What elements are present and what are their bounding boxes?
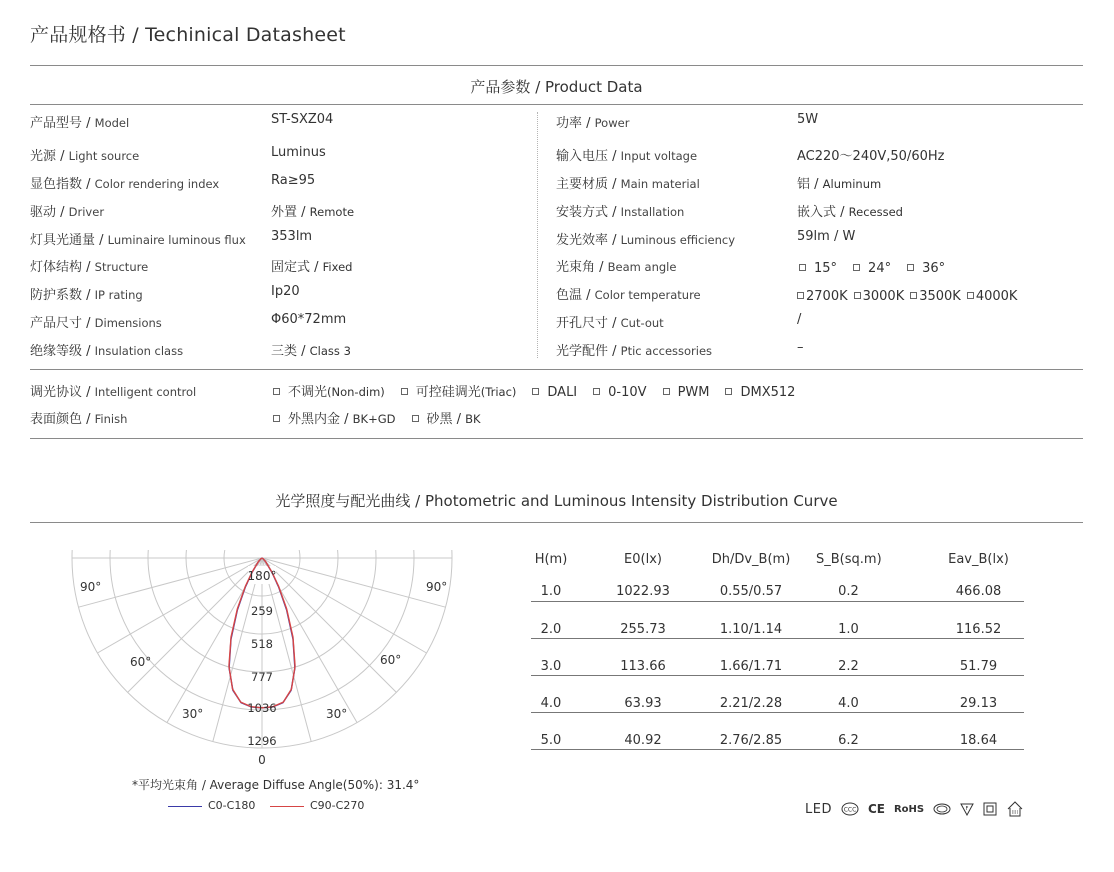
photometric-heading: 光学照度与配光曲线 / Photometric and Luminous Intensity Distribution Curve (275, 492, 838, 510)
spec-label: 防护系数 / IP rating (30, 288, 143, 303)
triangle-f-icon (960, 802, 974, 816)
angle-tick-label: 90° (426, 580, 448, 594)
checkbox-icon[interactable] (799, 264, 806, 271)
option-item: 外黑内金 / BK+GD (288, 412, 396, 427)
spec-label: 灯体结构 / Structure (30, 260, 149, 275)
column-divider (537, 112, 538, 358)
certification-icons (805, 799, 1024, 819)
spec-label: 灯具光通量 / Luminaire luminous flux (30, 233, 246, 248)
beam-angle-option: 36° (922, 261, 946, 276)
spec-row (556, 201, 1056, 223)
color-temp-option: 3000K (862, 289, 905, 304)
spec-row (556, 112, 1056, 134)
control-options (271, 381, 809, 400)
option-item: 可控硅调光(Triac) (415, 385, 517, 400)
svg-text:CCC: CCC (843, 806, 857, 814)
spec-value: Ra≥95 (271, 173, 316, 188)
spec-label: 发光效率 / Luminous efficiency (556, 233, 736, 248)
table-cell: 466.08 (955, 584, 1002, 599)
spec-value: Luminus (271, 145, 326, 160)
spec-label: 光束角 / Beam angle (556, 260, 677, 275)
spec-value: AC220～240V,50/60Hz (797, 149, 945, 164)
spec-label: 光学配件 / Ptic accessories (556, 344, 713, 359)
spec-label: 开孔尺寸 / Cut-out (556, 316, 664, 331)
option-item: DALI (547, 385, 578, 400)
spec-row (30, 256, 530, 278)
checkbox-icon[interactable] (593, 388, 600, 395)
spec-row (30, 284, 530, 306)
option-item: 砂黑 / BK (426, 412, 481, 427)
table-header-cell: Eav_B(lx) (948, 552, 1009, 567)
table-cell: 2.76/2.85 (719, 733, 783, 748)
spec-value: 5W (797, 112, 819, 127)
table-cell: 1.0 (838, 622, 859, 637)
svg-text:F: F (965, 806, 969, 812)
table-row-line (531, 675, 1024, 676)
legend-swatch (270, 806, 304, 807)
spec-row (30, 312, 530, 334)
control-row (30, 381, 1080, 403)
polar-distribution-chart (60, 540, 470, 775)
led-icon: LED (805, 801, 832, 817)
checkbox-icon[interactable] (967, 292, 974, 299)
spec-row (556, 284, 1056, 306)
spec-label: 输入电压 / Input voltage (556, 149, 698, 164)
radial-tick-label: 518 (251, 637, 273, 651)
spec-label: 色温 / Color temperature (556, 288, 701, 303)
legend-item-c90: C90-C270 (270, 799, 364, 812)
option-item: PWM (677, 385, 710, 400)
polar-spoke (128, 558, 262, 692)
table-cell: 1.66/1.71 (719, 659, 783, 674)
beam-angle-option: 24° (868, 261, 892, 276)
spec-value (797, 261, 959, 276)
checkbox-icon[interactable] (853, 264, 860, 271)
option-item: 0-10V (608, 385, 647, 400)
table-cell: 2.0 (540, 622, 562, 637)
angle-tick-label: 90° (80, 580, 102, 594)
table-cell: 40.92 (624, 733, 662, 748)
radial-tick-label: 777 (251, 670, 273, 684)
table-cell: 51.79 (959, 659, 998, 674)
divider (30, 369, 1083, 370)
spec-row (556, 312, 1056, 334)
page-title: 产品规格书 / Techinical Datasheet (30, 24, 346, 46)
checkbox-icon[interactable] (273, 388, 280, 395)
angle-tick-label: 30° (326, 707, 348, 721)
spec-label: 产品型号 / Model (30, 116, 130, 131)
table-cell: 0.2 (838, 584, 859, 599)
spec-row (556, 229, 1056, 251)
spec-label: 功率 / Power (556, 116, 630, 131)
spec-value: 353lm (271, 229, 313, 244)
angle-tick-label: 180° (247, 569, 277, 583)
color-temp-option: 3500K (919, 289, 961, 304)
radial-tick-label: 1036 (247, 701, 277, 715)
divider (30, 522, 1083, 523)
spec-value: – (797, 340, 804, 355)
legend-swatch (168, 806, 202, 807)
spec-row (556, 256, 1056, 278)
finish-options (271, 408, 495, 427)
table-cell: 2.2 (838, 659, 859, 674)
table-row-line (531, 638, 1024, 639)
legend-item-c0: C0-C180 (168, 799, 255, 812)
spec-value: / (797, 312, 802, 327)
spec-value: Ip20 (271, 284, 300, 299)
table-cell: 255.73 (620, 622, 666, 637)
checkbox-icon[interactable] (532, 388, 539, 395)
spec-label: 驱动 / Driver (30, 205, 105, 220)
spec-label: 主要材质 / Main material (556, 177, 700, 192)
cqc-icon (933, 802, 951, 816)
spec-row (30, 229, 530, 251)
angle-tick-label: 30° (182, 707, 204, 721)
spec-row (556, 340, 1056, 362)
finish-row (30, 408, 1080, 430)
table-cell: 5.0 (540, 733, 562, 748)
double-insulation-icon (983, 802, 997, 816)
table-cell: 29.13 (959, 696, 998, 711)
checkbox-icon[interactable] (797, 292, 804, 299)
ce-icon: CE (867, 802, 885, 816)
spec-value: 嵌入式 / Recessed (797, 205, 903, 220)
ic-rated-icon (1006, 801, 1024, 817)
beam-angle-option: 15° (814, 261, 838, 276)
spec-value: Φ60*72mm (271, 312, 347, 327)
polar-spoke (97, 558, 262, 653)
option-item: DMX512 (740, 385, 796, 400)
radial-tick-label: 1296 (247, 734, 277, 748)
spec-value: ST-SXZ04 (271, 112, 334, 127)
table-row-line (531, 601, 1024, 602)
table-cell: 116.52 (955, 622, 1002, 637)
table-cell: 113.66 (620, 659, 666, 674)
table-row-line (531, 712, 1024, 713)
spec-value: 固定式 / Fixed (271, 260, 353, 275)
angle-tick-label: 60° (380, 653, 402, 667)
table-cell: 1.0 (540, 584, 562, 599)
spec-label: 产品尺寸 / Dimensions (30, 316, 162, 331)
divider (30, 438, 1083, 439)
spec-row (30, 173, 530, 195)
spec-row (30, 145, 530, 167)
color-temp-option: 2700K (806, 289, 848, 304)
polar-spoke (262, 558, 427, 653)
color-temp-option: 4000K (975, 289, 1018, 304)
spec-value: 59lm / W (797, 229, 856, 244)
spec-label: 安装方式 / Installation (556, 205, 685, 220)
spec-value: 铝 / Aluminum (797, 177, 882, 192)
polar-spoke (78, 558, 262, 607)
angle-tick-label: 60° (130, 655, 152, 669)
table-cell: 2.21/2.28 (719, 696, 783, 711)
table-cell: 18.64 (959, 733, 998, 748)
table-cell: 63.93 (624, 696, 662, 711)
table-header-cell: H(m) (534, 552, 568, 567)
table-row-line (531, 749, 1024, 750)
spec-row (556, 173, 1056, 195)
checkbox-icon[interactable] (907, 264, 914, 271)
table-cell: 1022.93 (616, 584, 670, 599)
divider (30, 65, 1083, 66)
checkbox-icon[interactable] (401, 388, 408, 395)
table-header-cell: E0(lx) (624, 552, 662, 567)
table-cell: 3.0 (540, 659, 562, 674)
spec-row (30, 112, 530, 134)
table-cell: 6.2 (838, 733, 859, 748)
polar-spoke (262, 558, 446, 607)
table-cell: 0.55/0.57 (719, 584, 783, 599)
ccc-icon (841, 802, 859, 816)
divider (30, 104, 1083, 105)
polar-spoke (262, 558, 396, 692)
checkbox-icon[interactable] (854, 292, 861, 299)
table-cell: 4.0 (838, 696, 859, 711)
table-header-cell: Dh/Dv_B(m) (711, 552, 791, 567)
spec-value (797, 289, 1023, 304)
spec-row (30, 201, 530, 223)
angle-tick-label: 0 (258, 753, 266, 767)
table-header-cell: S_B(sq.m) (816, 552, 882, 567)
spec-row (556, 145, 1056, 167)
control-label: 调光协议 / Intelligent control (30, 385, 197, 400)
checkbox-icon[interactable] (273, 415, 280, 422)
option-item: 不调光(Non-dim) (288, 385, 385, 400)
checkbox-icon[interactable] (663, 388, 670, 395)
checkbox-icon[interactable] (725, 388, 732, 395)
diffuse-angle-note: *平均光束角 / Average Diffuse Angle(50%): 31.4° (132, 778, 420, 792)
spec-value: 外置 / Remote (271, 205, 355, 220)
spec-row (30, 340, 530, 362)
finish-label: 表面颜色 / Finish (30, 412, 128, 427)
checkbox-icon[interactable] (910, 292, 917, 299)
product-data-heading: 产品参数 / Product Data (470, 78, 643, 96)
table-cell: 1.10/1.14 (719, 622, 783, 637)
spec-label: 光源 / Light source (30, 149, 140, 164)
rohs-icon: RoHS (893, 803, 925, 815)
table-cell: 4.0 (540, 696, 562, 711)
radial-tick-label: 259 (251, 604, 273, 618)
spec-value: 三类 / Class 3 (271, 344, 351, 359)
checkbox-icon[interactable] (412, 415, 419, 422)
spec-label: 绝缘等级 / Insulation class (30, 344, 184, 359)
spec-label: 显色指数 / Color rendering index (30, 177, 220, 192)
